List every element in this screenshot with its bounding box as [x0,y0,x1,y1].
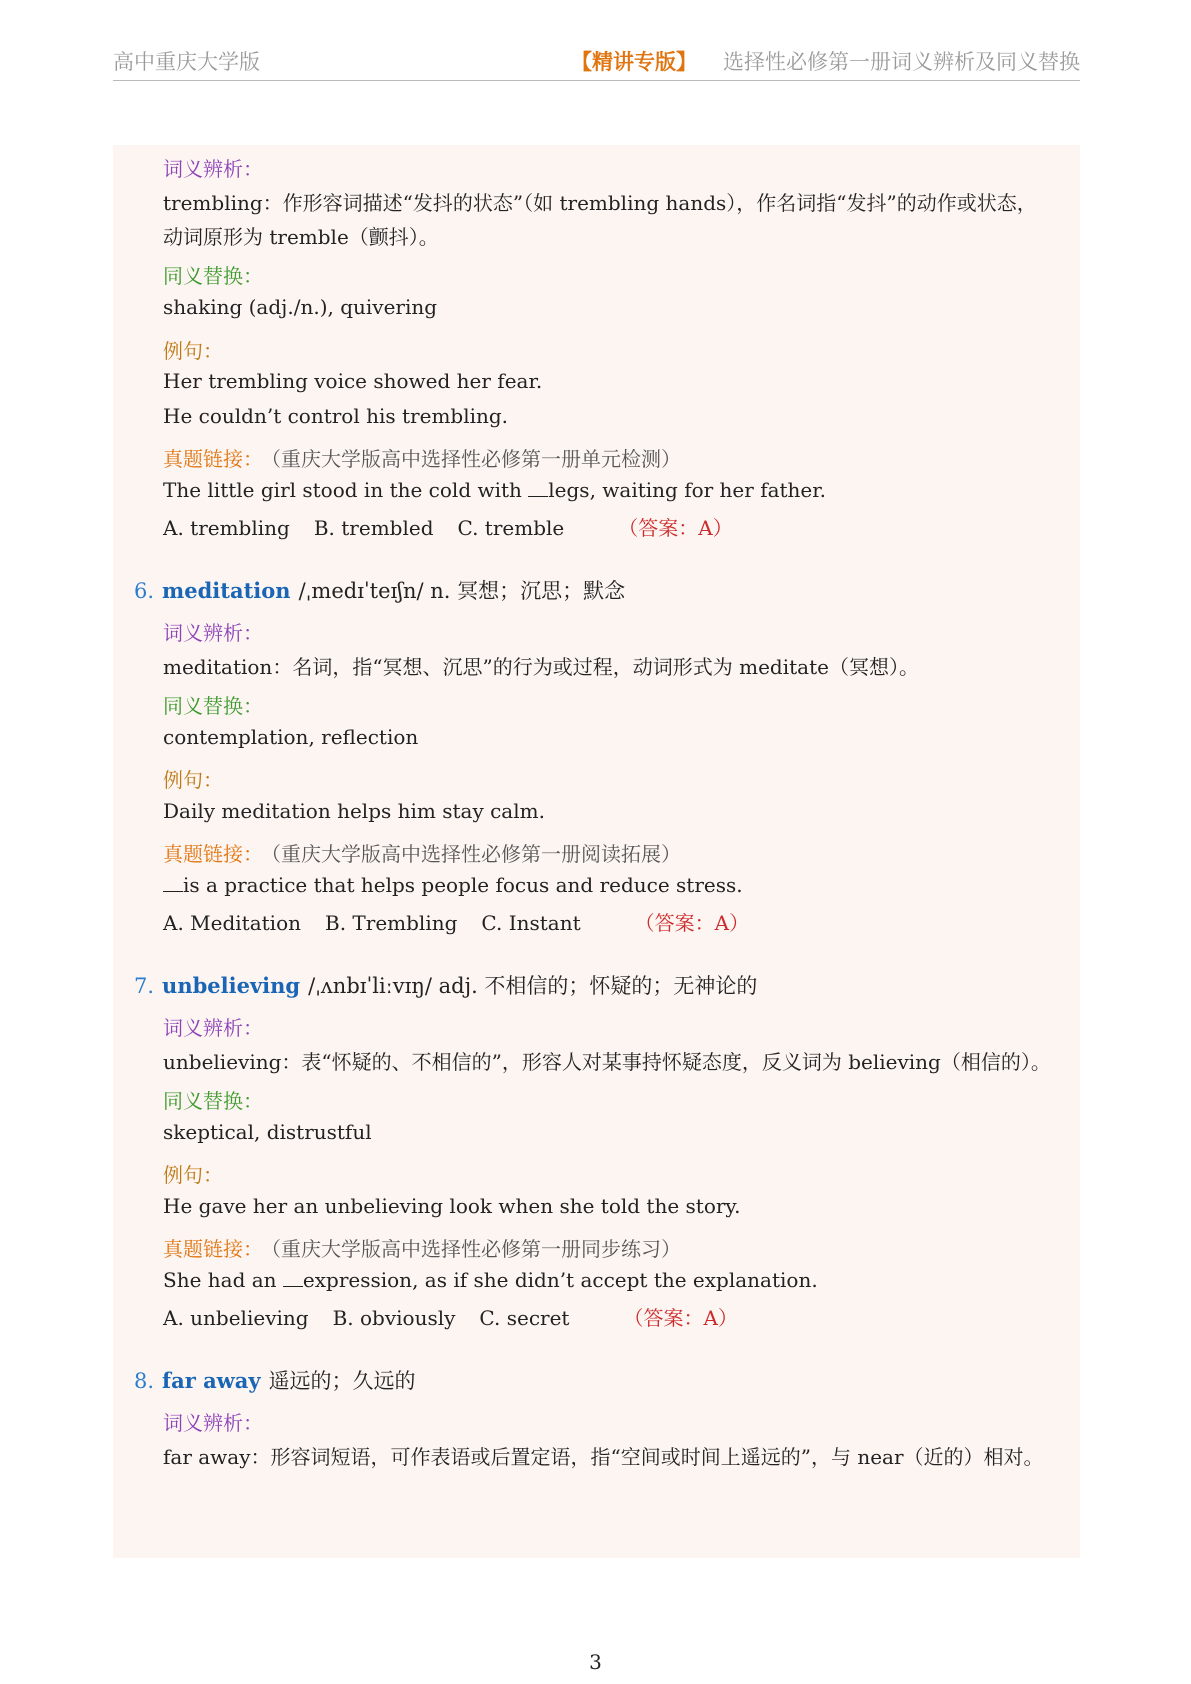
question-text-end: is a practice that helps people focus and reduce stress. [183,873,743,897]
exam-link-row [163,838,681,867]
analysis-text: far away：形容词短语，可作表语或后置定语，指“空间或时间上遥远的”，与 near（近的）相对。 [163,1445,1044,1469]
entry-word: far away [162,1368,261,1393]
entry-number: 7. [134,974,155,998]
question-text-start: The little girl stood in the cold with [163,478,529,502]
analysis-heading: 词义辨析： [163,157,263,181]
answer-text: （答案：A） [623,1306,738,1330]
question-blank [528,482,548,497]
synonyms-text: skeptical, distrustful [163,1120,372,1144]
entry-definition: 遥远的；久远的 [268,1369,416,1393]
exam-link-heading: 真题链接： [163,842,263,866]
example-sentence: He gave her an unbelieving look when she told the story. [163,1194,741,1218]
question-text-end: legs, waiting for her father. [548,478,826,502]
example-sentence: Her trembling voice showed her fear. [163,369,543,393]
question-text-end: expression, as if she didn’t accept the explanation. [302,1268,818,1292]
exam-question [163,478,826,502]
analysis-heading: 词义辨析： [163,621,263,645]
examples-heading: 例句： [163,768,223,792]
answer-text: （答案：A） [634,911,750,935]
examples-heading: 例句： [163,339,223,363]
option-c: C. secret [479,1306,570,1330]
answer-text: （答案：A） [618,516,733,540]
option-c: C. tremble [457,516,565,540]
example-sentence: Daily meditation helps him stay calm. [163,799,545,823]
content-panel [113,145,1080,1558]
header-edition: 高中重庆大学版 [113,50,260,74]
exam-options [163,1302,738,1331]
synonyms-heading: 同义替换： [163,1089,263,1113]
exam-options [163,907,749,936]
option-a: A. unbelieving [163,1306,309,1330]
question-blank [163,877,183,892]
exam-source: （重庆大学版高中选择性必修第一册同步练习） [271,1237,681,1261]
analysis-text: meditation：名词，指“冥想、沉思”的行为或过程，动词形式为 meditate（冥想）。 [163,655,919,679]
exam-link-heading: 真题链接： [163,447,263,471]
option-c: C. Instant [481,911,581,935]
synonyms-heading: 同义替换： [163,694,263,718]
entry-definition: /ˌʌnbɪˈliːvɪŋ/ adj. 不相信的；怀疑的；无神论的 [308,974,758,998]
analysis-text: unbelieving：表“怀疑的、不相信的”，形容人对某事持怀疑态度，反义词为 believing（相信的）。 [163,1050,1051,1074]
question-text-start: She had an [163,1268,283,1292]
option-b: B. trembled [313,516,434,540]
entry-heading [134,970,757,1000]
option-a: A. Meditation [163,911,301,935]
option-a: A. trembling [163,516,290,540]
exam-question [163,1268,818,1292]
examples-heading: 例句： [163,1163,223,1187]
entry-number: 6. [134,579,155,603]
analysis-text: 动词原形为 tremble（颤抖）。 [163,225,439,249]
entry-word: meditation [162,578,291,603]
page-number: 3 [589,1650,602,1674]
exam-source: （重庆大学版高中选择性必修第一册阅读拓展） [271,842,681,866]
exam-link-row [163,1233,681,1262]
analysis-heading: 词义辨析： [163,1411,263,1435]
example-sentence: He couldn’t control his trembling. [163,404,509,428]
entry-heading [134,575,625,605]
entry-number: 8. [134,1369,155,1393]
exam-link-row [163,443,681,472]
synonyms-text: shaking (adj./n.), quivering [163,295,438,319]
header-right-group [571,46,1080,76]
option-b: B. Trembling [325,911,458,935]
analysis-text: trembling：作形容词描述“发抖的状态”（如 trembling hands），作名词指“发抖”的动作或状态， [163,191,1037,215]
exam-options [163,512,733,541]
synonyms-text: contemplation, reflection [163,725,419,749]
page-header [113,44,1080,81]
synonyms-heading: 同义替换： [163,264,263,288]
header-badge: 【精讲专版】 [571,49,697,74]
entry-definition: /ˌmedɪˈteɪʃn/ n. 冥想；沉思；默念 [298,579,626,603]
exam-question [163,873,743,897]
question-blank [283,1272,303,1287]
exam-link-heading: 真题链接： [163,1237,263,1261]
option-b: B. obviously [332,1306,456,1330]
analysis-heading: 词义辨析： [163,1016,263,1040]
entry-heading [134,1365,416,1395]
header-title: 选择性必修第一册词义辨析及同义替换 [723,50,1080,74]
exam-source: （重庆大学版高中选择性必修第一册单元检测） [271,447,681,471]
entry-word: unbelieving [162,973,301,998]
